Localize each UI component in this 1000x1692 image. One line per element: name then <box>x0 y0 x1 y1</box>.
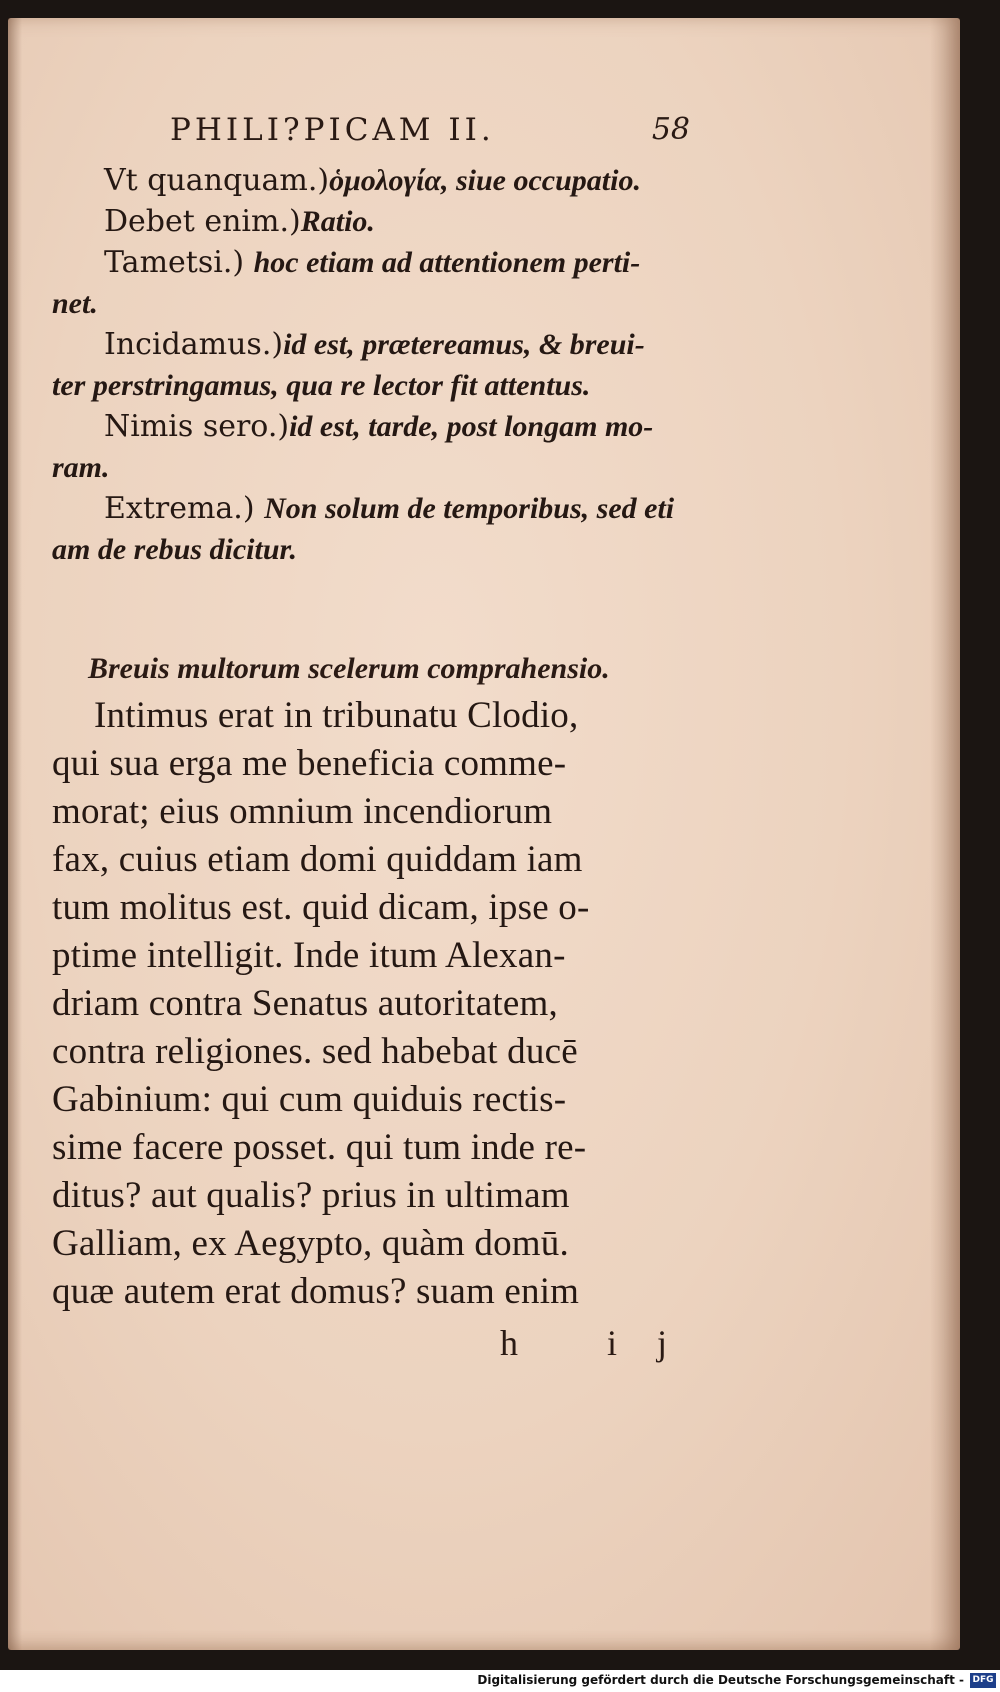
note-line <box>52 406 714 447</box>
text-line: sime facere posset. qui tum inde re- <box>52 1127 587 1168</box>
section-heading: Breuis multorum scelerum comprahensio. <box>88 652 610 685</box>
text-line: Intimus erat in tribunatu Clodio, <box>94 695 579 736</box>
note-line <box>52 283 714 324</box>
note-gloss: ter perstringamus, qua re lector fit attentus. <box>52 369 591 402</box>
note-gloss: ὁμολογία, siue occupatio. <box>329 164 641 197</box>
running-title: PHILI?PICAM II. <box>170 112 495 148</box>
note-lemma: Extrema.) <box>104 491 255 526</box>
note-line <box>52 529 714 570</box>
note-lemma: Debet enim.) <box>104 204 301 239</box>
text-line: qui sua erga me beneficia comme- <box>52 743 567 784</box>
page-number: 58 <box>651 112 690 147</box>
note-lemma: Tametsi.) <box>104 245 245 280</box>
note-line <box>52 201 714 242</box>
text-line: morat; eius omnium incendiorum <box>52 791 553 832</box>
note-line <box>52 324 714 365</box>
commentary-notes <box>52 160 714 570</box>
text-line: tum molitus est. quid dicam, ipse o- <box>52 887 590 928</box>
text-line: Gabinium: qui cum quiduis rectis- <box>52 1079 567 1120</box>
page-header <box>170 112 690 152</box>
note-line <box>52 447 714 488</box>
signature-mark: h ij <box>500 1323 708 1363</box>
main-text <box>52 692 714 1316</box>
note-gloss: am de rebus dicitur. <box>52 533 298 566</box>
text-line: Galliam, ex Aegypto, quàm domū. <box>52 1223 569 1264</box>
note-lemma: Incidamus.) <box>104 327 284 362</box>
note-gloss: Ratio. <box>300 205 375 238</box>
text-line: ditus? aut qualis? prius in ultimam <box>52 1175 570 1216</box>
note-line <box>52 365 714 406</box>
text-line: quæ autem erat domus? suam enim <box>52 1271 580 1312</box>
note-line <box>52 488 714 529</box>
credit-bar <box>0 1670 1000 1692</box>
note-gloss: id est, prætereamus, & breui- <box>283 328 645 361</box>
dfg-logo: DFG <box>970 1673 996 1688</box>
page-edge-shadow <box>930 18 960 1650</box>
note-gloss: Non solum de temporibus, sed eti <box>264 492 675 525</box>
note-lemma: Nimis sero.) <box>104 409 290 444</box>
note-line <box>52 242 714 283</box>
funding-credit: Digitalisierung gefördert durch die Deutsche Forschungsgemeinschaft - <box>477 1673 964 1687</box>
text-line: driam contra Senatus autoritatem, <box>52 983 558 1024</box>
note-gloss: ram. <box>52 451 110 484</box>
note-line <box>52 160 714 201</box>
text-line: contra religiones. sed habebat ducē <box>52 1031 578 1072</box>
note-gloss: hoc etiam ad attentionem perti- <box>253 246 641 279</box>
note-lemma: Vt quanquam.) <box>104 163 330 198</box>
text-line: ptime intelligit. Inde itum Alexan- <box>52 935 566 976</box>
note-gloss: id est, tarde, post longam mo- <box>289 410 654 443</box>
note-gloss: net. <box>52 287 98 320</box>
page-gutter-shadow <box>8 18 22 1650</box>
text-line: fax, cuius etiam domi quiddam iam <box>52 839 583 880</box>
